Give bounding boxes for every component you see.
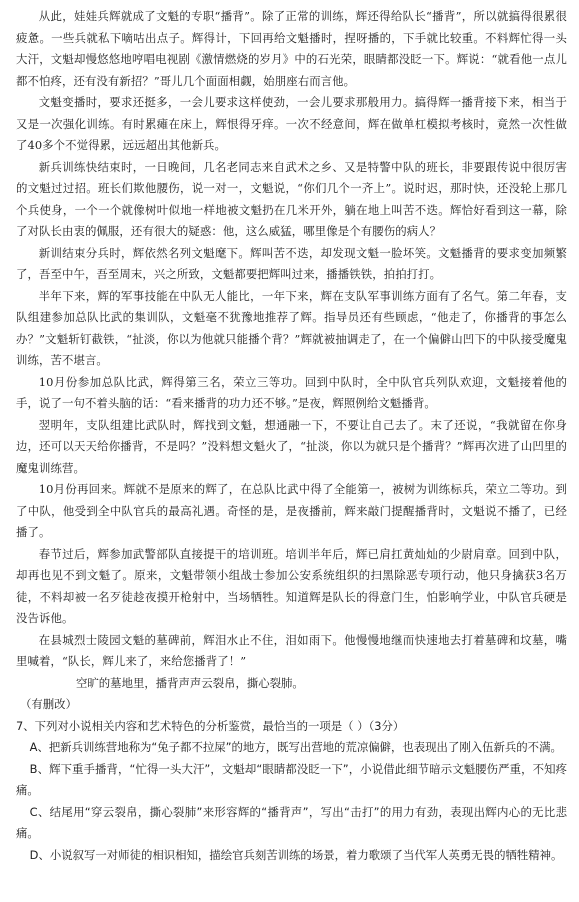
option-d[interactable]: D、小说叙写一对师徒的相识相知，描绘官兵刻苦训练的场景，着力歌颂了当代军人英勇无畏的牺牲精神。 (29, 847, 563, 862)
option-a[interactable]: A、把新兵训练营地称为“兔子都不拉屎”的地方，既写出营地的荒凉偏僻，也表现出了刚入伍新兵的不满。 (29, 740, 562, 754)
paragraph: 文魁变播时，要求还挺多，一会儿要求这样使劲，一会儿要求那般用力。搞得辉一播背接下来，相当于又是一次强化训练。有时累瘫在床上，辉恨得牙痒。一次不经意间，辉在做单杠模拟考核时，竟然一次性做了40多个不觉得累，远远超出其他新兵。 (16, 95, 567, 152)
paragraph: 10月份参加总队比武，辉得第三名，荣立三等功。回到中队时，全中队官兵列队欢迎，文魁接着他的手，说了一句不着头脑的话：“看来播背的功力还不够。”是夜，辉照例给文魁播背。 (16, 374, 567, 410)
question-block (16, 716, 567, 867)
paragraph: 春节过后，辉参加武警部队直接提干的培训班。培训半年后，辉已肩扛黄灿灿的少尉肩章。回到中队，却再也见不到文魁了。原来，文魁带领小组战士参加公安系统组织的扫黑除恶专项行动，他只身擒获3名万徒，不料却被一名歹徒趁夜摸开枪射中，当场牺牲。知道辉是队长的得意门生，怕影响学业，中队官兵硬是没告诉他。 (16, 546, 567, 625)
option-c[interactable]: C、结尾用“穿云裂帛，撕心裂肺”来形容辉的“播背声”，写出“击打”的用力有劲，表现出辉内心的无比悲痛。 (16, 804, 567, 840)
paragraph: 翌明年，支队组建比武队时，辉找到文魁，想通融一下，不要让自己去了。末了还说，“我就留在你身边，还可以天天给你播背，不是吗？”没料想文魁火了，“扯淡，你以为就只是个播背？”辉再次进了山凹里的魔鬼训练营。 (16, 417, 567, 475)
paragraph: 从此，娃娃兵辉就成了文魁的专职“播背”。除了正常的训练，辉还得给队长“播背”，所以就搞得很累很疲惫。一些兵就私下嘀咕出点子。辉得计，下回再给文魁播时，捏呀播的，下手就比较重。不料辉忙得一头大汗，文魁却慢悠悠地哼唱电视剧《激情燃烧的岁月》中的石光荣，眼睛都没眨一下。辉说：“就看他一点儿都不怕疼，还有没有新招？”哥儿几个面面相觑，始朋座右而言他。 (16, 9, 567, 88)
paragraph: 10月份再回来。辉就不是原来的辉了，在总队比武中得了全能第一，被树为训练标兵，荣立二等功。到了中队，他受到全中队官兵的最高礼遇。奇怪的是，是夜播前，辉来敲门提醒播背时，文魁说不播了，已经播了。 (16, 482, 567, 539)
story-passage (16, 6, 567, 716)
question-stem: 7、下列对小说相关内容和艺术特色的分析鉴赏，最恰当的一项是（ ）（3分） (16, 718, 405, 733)
paragraph: 新训结束分兵时，辉依然名列文魁麾下。辉叫苦不迭，却发现文魁一脸坏笑。文魁播背的要求变加频繁了，吾至中午，吾至周末，兴之所致，文魁都要把辉叫过来，播播铁铁，拍拍打打。 (16, 245, 567, 281)
paragraph: 新兵训练快结束时，一日晚间，几名老同志来自武术之乡、又是特警中队的班长，非要跟传说中很厉害的文魁过过招。班长们欺他腰伤，说一对一，文魁说，“你们几个一齐上”。说时迟，那时快，还没轮上那几个兵使身，一个一个就像树叶似地一样地被文魁扔在几米开外，躺在地上叫苦不迭。辉恰好看到这一幕，除了对队长由衷的佩服，还有很大的疑惑：他，这么威猛，哪里像是个有腰伤的病人？ (16, 159, 567, 238)
edit-note: （有删改） (20, 697, 77, 711)
option-b[interactable]: B、辉下重手播背，“忙得一头大汗”，文魁却“眼睛都没眨一下”，小说借此细节暗示文魁腰伤严重，不知疼痛。 (16, 761, 567, 797)
closing-line: 空旷的墓地里，播背声声云裂帛，撕心裂肺。 (76, 675, 304, 690)
paragraph: 半年下来，辉的军事技能在中队无人能比，一年下来，辉在支队军事训练方面有了名气。第二年春，支队组建参加总队比武的集训队，文魁毫不犹豫地推荐了辉。指导员还有些顾虑，“他走了，你播背的事怎么办？”文魁斩钉截铁，“扯淡，你以为他就只能播个背？”辉就被抽调走了，在一个偏僻山凹下的中队接受魔鬼训练，苦不堪言。 (16, 288, 567, 367)
paragraph: 在县城烈士陵园文魁的墓碑前，辉泪水止不住，泪如雨下。他慢慢地继而快速地去打着墓碑和坟墓，嘴里喊着，“队长，辉儿来了，来给您播背了！” (16, 632, 567, 668)
